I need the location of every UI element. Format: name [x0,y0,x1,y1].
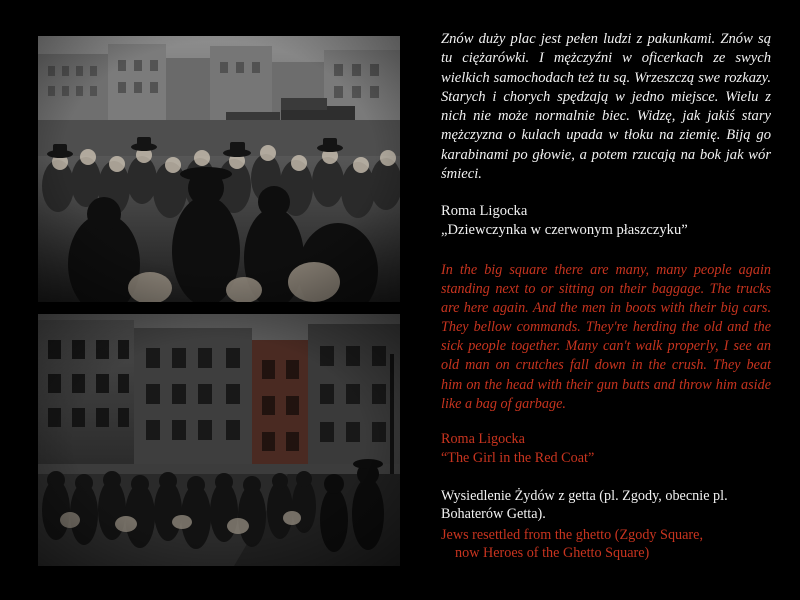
english-quote-text: In the big square there are many, many people again standing next to or sitting on their baggage. The trucks are here again. And the men in boots with their big cars. They bellow commands. They're herding the old and the sick people together. Many can't walk properly, I see an old man on crutches fall down in the crush. They beat him on the head with their gun butts and throw him aside like a bag of garbage. [441,261,771,412]
photo-caption-block [441,487,771,563]
caption-english-line-2: now Heroes of the Ghetto Square) [455,545,650,562]
photo-bottom-artwork [38,314,400,566]
caption-english [441,526,771,563]
polish-quote-author: Roma Ligocka [441,203,528,219]
english-quote-source: “The Girl in the Red Coat” [441,450,595,467]
polish-quote-source: „Dziewczynka w czerwonym płaszczyku” [441,222,688,239]
photo-deportation-column-street [38,314,400,566]
photo-deportation-crowd-square [38,36,400,302]
polish-quote-text: Znów duży plac jest pełen ludzi z pakunkami. Znów są tu ciężarówki. I mężczyźni w oficerkach ze swych wielkich samochodach też tu są. Wrzeszczą swe rozkazy. Starych i chorych spędzają w jedno miejsce. Wielu z nich nie może normalnie biec. Widzę, jak jakiś stary mężczyzna o kulach upada w tłoku na ziemię. Biją go karabinami po głowie, a potem rzucają na bok jak wór śmieci. [441,31,771,182]
caption-polish: Wysiedlenie Żydów z getta (pl. Zgody, obecnie pl. Bohaterów Getta). [441,488,728,523]
photo-top-artwork [38,36,400,302]
caption-english-line-1: Jews resettled from the ghetto (Zgody Square, [441,526,704,543]
english-attribution [441,430,771,468]
quotation-block [441,30,771,468]
english-quote-author: Roma Ligocka [441,430,525,447]
polish-attribution [441,202,771,241]
